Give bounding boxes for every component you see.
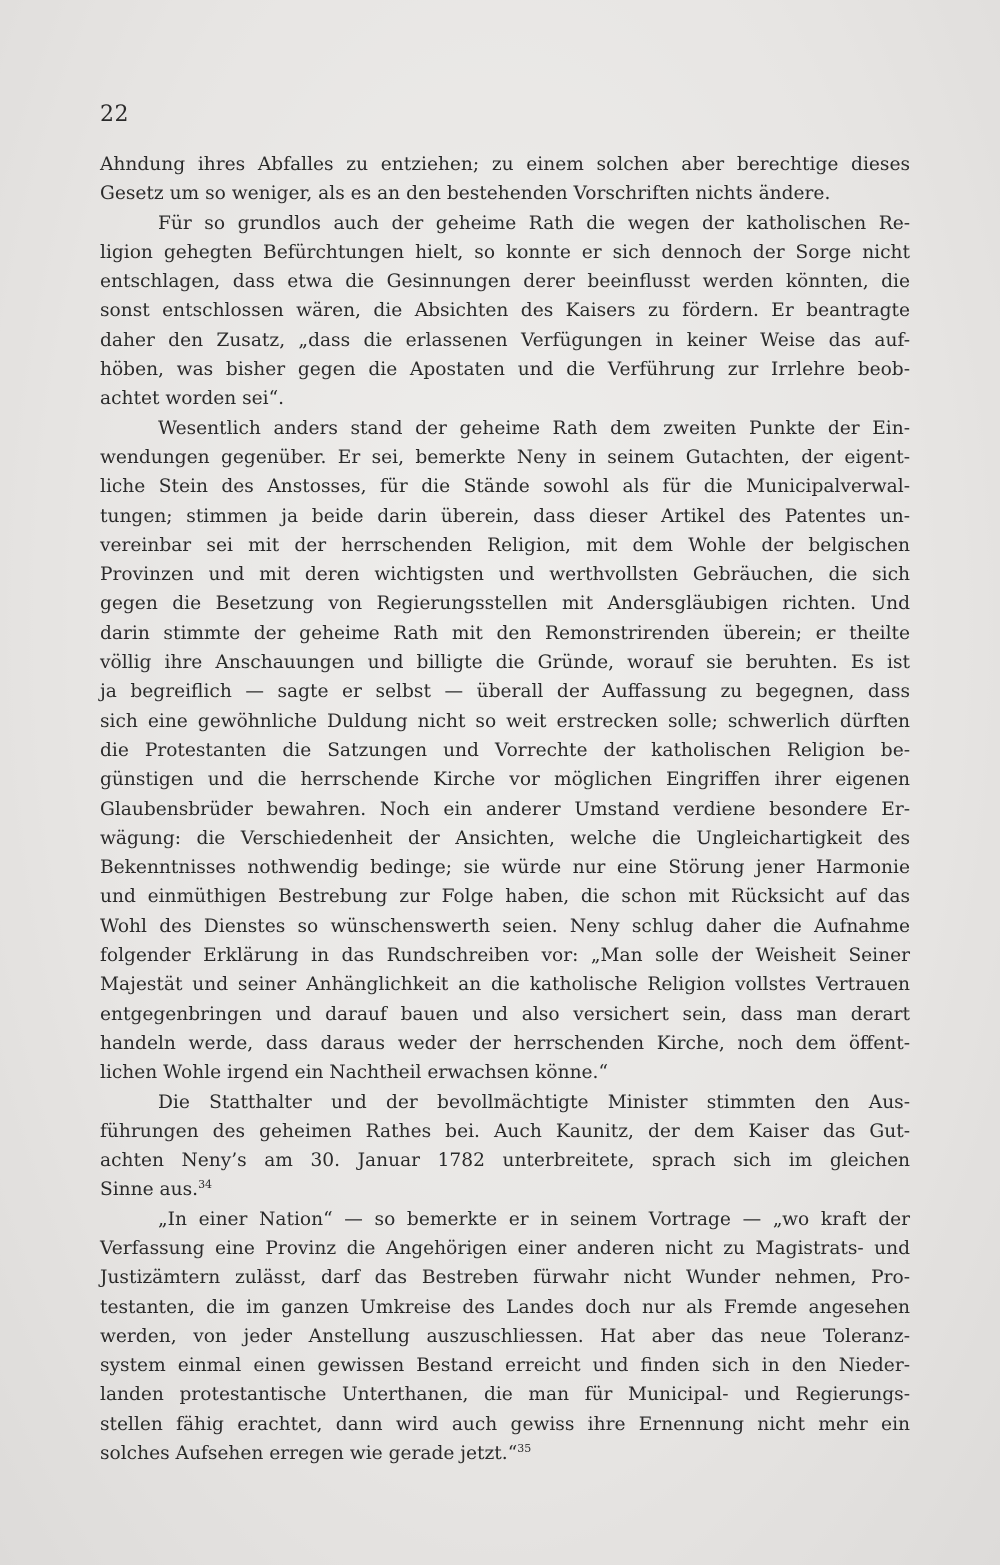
line-text: tungen; stimmen ja beide darin überein, dass dieser Artikel des Patentes un- <box>100 505 910 527</box>
text-line <box>100 1175 910 1204</box>
text-line <box>100 1088 910 1117</box>
text-line <box>100 853 910 882</box>
footnote-marker: 35 <box>517 1442 532 1456</box>
line-text: Wohl des Dienstes so wünschenswerth seien. Neny schlug daher die Aufnahme <box>100 915 910 937</box>
text-line <box>100 970 910 999</box>
line-text: gegen die Besetzung von Regierungsstellen mit Andersgläubigen richten. Und <box>100 593 910 615</box>
text-line <box>100 1263 910 1292</box>
text-line <box>100 707 910 736</box>
footnote-marker: 34 <box>198 1178 213 1192</box>
line-text: sonst entschlossen wären, die Absichten des Kaisers zu fördern. Er beantragte <box>100 300 910 322</box>
text-line <box>100 1293 910 1322</box>
line-text: entgegenbringen und darauf bauen und also versichert sein, dass man derart <box>100 1003 910 1025</box>
text-line <box>100 882 910 911</box>
body-text <box>100 150 910 1468</box>
text-line <box>100 238 910 267</box>
text-line <box>100 1000 910 1029</box>
text-line <box>100 531 910 560</box>
paragraph <box>100 414 910 1088</box>
text-line <box>100 560 910 589</box>
paragraph <box>100 209 910 414</box>
text-line <box>100 150 910 179</box>
page-number: 22 <box>100 102 129 127</box>
line-text: führungen des geheimen Rathes bei. Auch Kaunitz, der dem Kaiser das Gut- <box>100 1120 910 1142</box>
line-text: achtet worden sei“. <box>100 388 285 410</box>
text-line <box>100 1322 910 1351</box>
line-text: lichen Wohle irgend ein Nachtheil erwachsen könne.“ <box>100 1062 608 1084</box>
text-line <box>100 443 910 472</box>
text-line <box>100 648 910 677</box>
text-line <box>100 267 910 296</box>
paragraph <box>100 1205 910 1469</box>
text-line <box>100 619 910 648</box>
line-text: „In einer Nation“ — so bemerkte er in seinem Vortrage — „wo kraft der <box>158 1208 910 1230</box>
text-line <box>100 1351 910 1380</box>
paragraph <box>100 150 910 209</box>
line-text: vereinbar sei mit der herrschenden Religion, mit dem Wohle der belgischen <box>100 534 910 556</box>
line-text: Sinne aus. <box>100 1179 199 1201</box>
line-text: daher den Zusatz, „dass die erlassenen Verfügungen in keiner Weise das auf- <box>100 329 910 351</box>
text-line <box>100 355 910 384</box>
text-line <box>100 941 910 970</box>
line-text: wendungen gegenüber. Er sei, bemerkte Neny in seinem Gutachten, der eigent- <box>100 446 910 468</box>
text-line <box>100 209 910 238</box>
line-text: die Protestanten die Satzungen und Vorrechte der katholischen Religion be- <box>100 739 910 761</box>
line-text: höben, was bisher gegen die Apostaten und die Verführung zur Irrlehre beob- <box>100 359 910 381</box>
text-line <box>100 1439 910 1468</box>
line-text: handeln werde, dass daraus weder der herrschenden Kirche, noch dem öffent- <box>100 1032 910 1054</box>
line-text: Glaubensbrüder bewahren. Noch ein anderer Umstand verdiene besondere Er- <box>100 798 910 820</box>
line-text: ligion gehegten Befürchtungen hielt, so konnte er sich dennoch der Sorge nicht <box>100 241 910 263</box>
text-line <box>100 824 910 853</box>
line-text: Die Statthalter und der bevollmächtigte Minister stimmten den Aus- <box>158 1091 910 1113</box>
line-text: solches Aufsehen erregen wie gerade jetzt.“ <box>100 1443 518 1465</box>
line-text: liche Stein des Anstosses, für die Stände sowohl als für die Municipalverwal- <box>100 476 910 498</box>
text-line <box>100 502 910 531</box>
line-text: und einmüthigen Bestrebung zur Folge haben, die schon mit Rücksicht auf das <box>100 886 910 908</box>
text-line <box>100 384 910 413</box>
line-text: Ahndung ihres Abfalles zu entziehen; zu einem solchen aber berechtige dieses <box>100 154 910 175</box>
line-text: system einmal einen gewissen Bestand erreicht und finden sich in den Nieder- <box>100 1355 910 1377</box>
text-line <box>100 1146 910 1175</box>
line-text: Gesetz um so weniger, als es an den bestehenden Vorschriften nichts ändere. <box>100 183 831 205</box>
text-line <box>100 1205 910 1234</box>
line-text: ja begreiflich — sagte er selbst — überall der Auffassung zu begegnen, dass <box>100 681 910 703</box>
line-text: völlig ihre Anschauungen und billigte die Gründe, worauf sie beruhten. Es ist <box>100 652 910 674</box>
line-text: achten Neny’s am 30. Januar 1782 unterbreitete, sprach sich im gleichen <box>100 1150 910 1172</box>
text-line <box>100 179 910 208</box>
text-line <box>100 589 910 618</box>
line-text: stellen fähig erachtet, dann wird auch gewiss ihre Ernennung nicht mehr ein <box>100 1413 910 1435</box>
line-text: Verfassung eine Provinz die Angehörigen einer anderen nicht zu Magistrats- und <box>100 1237 910 1259</box>
text-line <box>100 795 910 824</box>
line-text: entschlagen, dass etwa die Gesinnungen derer beeinflusst werden könnten, die <box>100 271 910 293</box>
line-text: Justizämtern zulässt, darf das Bestreben fürwahr nicht Wunder nehmen, Pro- <box>100 1267 910 1289</box>
line-text: Für so grundlos auch der geheime Rath die wegen der katholischen Re- <box>158 212 910 234</box>
paragraph <box>100 1088 910 1205</box>
line-text: wägung: die Verschiedenheit der Ansichten, welche die Ungleichartigkeit des <box>100 827 910 849</box>
line-text: Majestät und seiner Anhänglichkeit an die katholische Religion vollstes Vertrauen <box>100 974 910 996</box>
line-text: landen protestantische Unterthanen, die man für Municipal- und Regierungs- <box>100 1384 910 1406</box>
text-line <box>100 736 910 765</box>
text-line <box>100 765 910 794</box>
text-line <box>100 1029 910 1058</box>
text-line <box>100 1058 910 1087</box>
text-line <box>100 1234 910 1263</box>
text-line <box>100 677 910 706</box>
line-text: Provinzen und mit deren wichtigsten und werthvollsten Gebräuchen, die sich <box>100 564 910 586</box>
line-text: Wesentlich anders stand der geheime Rath dem zweiten Punkte der Ein- <box>158 417 910 439</box>
line-text: sich eine gewöhnliche Duldung nicht so weit erstrecken solle; schwerlich dürften <box>100 710 910 732</box>
line-text: darin stimmte der geheime Rath mit den Remonstrirenden überein; er theilte <box>100 622 910 644</box>
text-line <box>100 326 910 355</box>
line-text: Bekenntnisses nothwendig bedinge; sie würde nur eine Störung jener Harmonie <box>100 857 910 879</box>
line-text: werden, von jeder Anstellung auszuschliessen. Hat aber das neue Toleranz- <box>100 1325 910 1347</box>
text-line <box>100 1410 910 1439</box>
text-line <box>100 912 910 941</box>
text-line <box>100 1117 910 1146</box>
line-text: günstigen und die herrschende Kirche vor möglichen Eingriffen ihrer eigenen <box>100 769 910 791</box>
text-line <box>100 1380 910 1409</box>
text-line <box>100 296 910 325</box>
line-text: folgender Erklärung in das Rundschreiben vor: „Man solle der Weisheit Seiner <box>100 945 910 967</box>
line-text: testanten, die im ganzen Umkreise des Landes doch nur als Fremde angesehen <box>100 1296 910 1318</box>
text-line <box>100 472 910 501</box>
text-line <box>100 414 910 443</box>
